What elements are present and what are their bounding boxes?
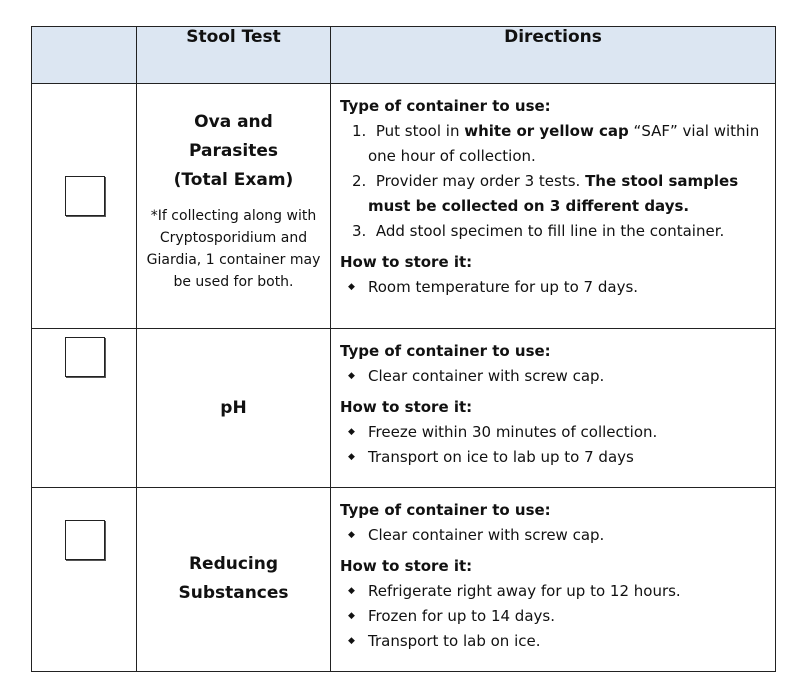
list-item: ◆ Room temperature for up to 7 days.	[340, 275, 767, 300]
store-label: How to store it:	[340, 557, 473, 575]
test-name: (Total Exam)	[173, 170, 294, 190]
list-item: ◆ Transport on ice to lab up to 7 days	[340, 445, 767, 470]
store-label: How to store it:	[340, 398, 473, 416]
test-name: Ova and	[194, 112, 273, 132]
list-item: ◆ Clear container with screw cap.	[340, 364, 767, 389]
store-list	[340, 275, 767, 300]
container-label: Type of container to use:	[340, 97, 551, 115]
checkbox-ova-parasites[interactable]	[65, 176, 105, 216]
container-steps	[340, 119, 767, 244]
store-list	[340, 420, 767, 470]
test-name: Parasites	[188, 141, 279, 161]
list-item: 3. Add stool specimen to fill line in the container.	[352, 222, 725, 240]
checkbox-reducing-substances[interactable]	[65, 520, 105, 560]
store-list	[340, 579, 767, 654]
checkbox-ph[interactable]	[65, 337, 105, 377]
header-directions: Directions	[331, 27, 776, 84]
stool-test-table	[31, 26, 776, 672]
header-checkbox-col	[32, 27, 137, 84]
list-item: ◆ Transport to lab on ice.	[340, 629, 767, 654]
test-name: pH	[220, 397, 247, 418]
test-name: Substances	[178, 583, 289, 603]
list-item: ◆ Freeze within 30 minutes of collection.	[340, 420, 767, 445]
row-reducing-substances	[32, 488, 776, 672]
row-ova-parasites	[32, 84, 776, 329]
test-name: Reducing	[188, 554, 279, 574]
test-note: *If collecting along with Cryptosporidium and Giardia, 1 container may be used for both.	[146, 208, 321, 290]
row-ph	[32, 329, 776, 488]
list-item: 1. Put stool in white or yellow cap “SAF” vial within one hour of collection.	[352, 122, 760, 165]
container-label: Type of container to use:	[340, 501, 551, 519]
list-item: 2. Provider may order 3 tests. The stool samples must be collected on 3 different days.	[352, 172, 739, 215]
container-label: Type of container to use:	[340, 342, 551, 360]
store-label: How to store it:	[340, 253, 473, 271]
header-row	[32, 27, 776, 84]
header-stool-test: Stool Test	[137, 27, 331, 84]
list-item: ◆ Refrigerate right away for up to 12 hours.	[340, 579, 767, 604]
container-list	[340, 523, 767, 548]
list-item: ◆ Clear container with screw cap.	[340, 523, 767, 548]
list-item: ◆ Frozen for up to 14 days.	[340, 604, 767, 629]
container-list	[340, 364, 767, 389]
